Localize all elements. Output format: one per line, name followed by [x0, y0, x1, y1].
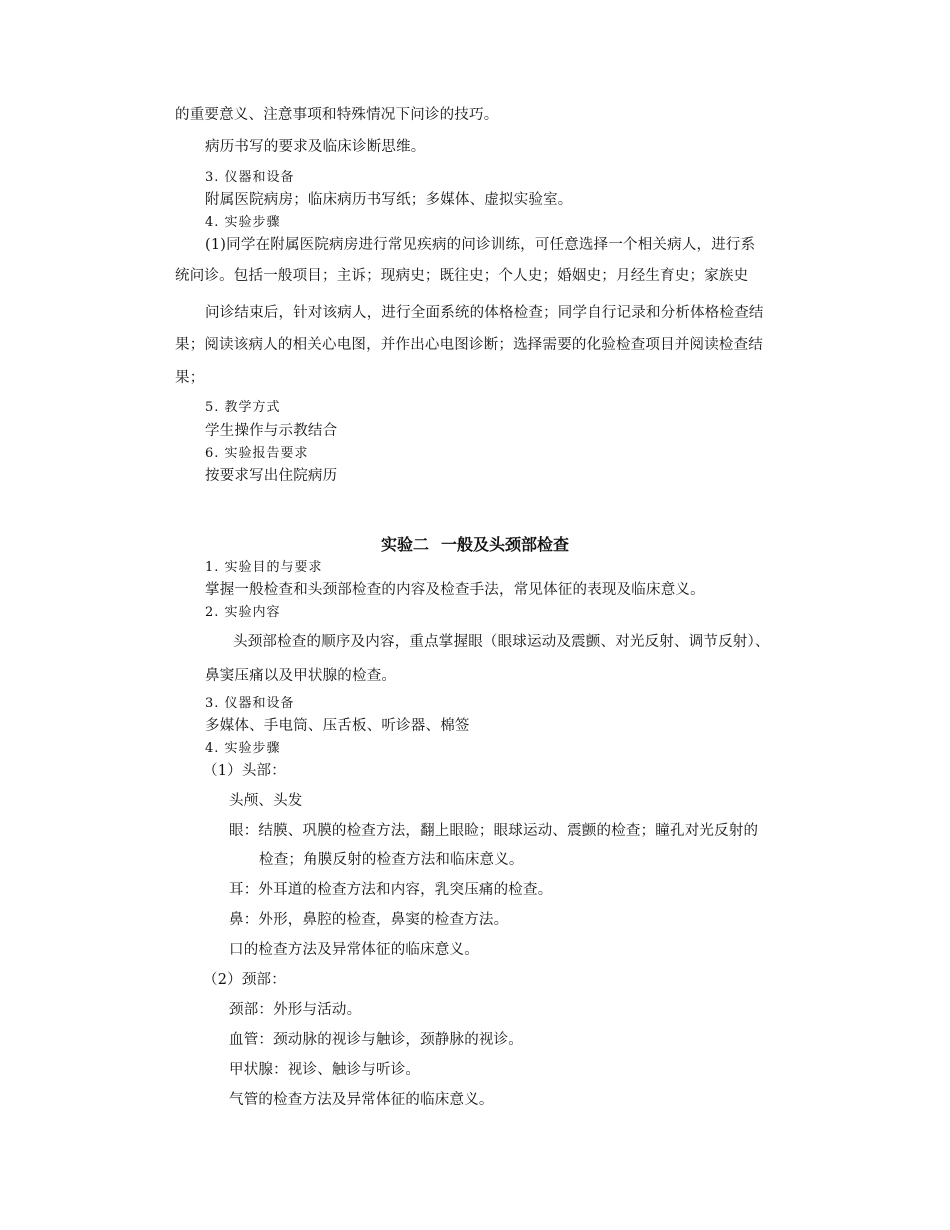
- report-text: 按要求写出住院病历: [205, 468, 338, 484]
- paragraph-line: 果；阅读该病人的相关心电图，并作出心电图诊断；选择需要的化验检查项目并阅读检查结: [175, 337, 763, 353]
- section-title-name: 一般及头颈部检查: [441, 535, 570, 554]
- objectives-text: 掌握一般检查和头颈部检查的内容及检查手法，常见体征的表现及临床意义。: [205, 582, 705, 598]
- paragraph-line: 果；: [175, 370, 205, 386]
- head-label: （1）头部：: [203, 763, 286, 779]
- heading-equipment: 3. 仪器和设备: [205, 170, 295, 185]
- list-item: 鼻：外形，鼻腔的检查，鼻窦的检查方法。: [229, 912, 509, 928]
- paragraph-line: 鼻窦压痛以及甲状腺的检查。: [205, 668, 397, 684]
- paragraph-line: (1)同学在附属医院病房进行常见疾病的问诊训练，可任意选择一个相关病人，进行系: [205, 237, 756, 253]
- teaching-method-text: 学生操作与示教结合: [205, 423, 338, 439]
- list-item: 检查；角膜反射的检查方法和临床意义。: [259, 852, 524, 868]
- equipment-text: 附属医院病房；临床病历书写纸；多媒体、虚拟实验室。: [205, 192, 573, 208]
- paragraph-line: 的重要意义、注意事项和特殊情况下问诊的技巧。: [175, 107, 499, 123]
- heading-objectives: 1. 实验目的与要求: [205, 560, 323, 575]
- list-item: 口的检查方法及异常体征的临床意义。: [229, 942, 479, 958]
- paragraph-line: 统问诊。包括一般项目；主诉；现病史；既往史；个人史；婚姻史；月经生育史；家族史: [175, 268, 749, 284]
- list-item: 血管：颈动脉的视诊与触诊，颈静脉的视诊。: [229, 1032, 523, 1048]
- equipment-text: 多媒体、手电筒、压舌板、听诊器、棉签: [205, 718, 470, 734]
- section-title: [0, 535, 950, 555]
- paragraph-line: 头颈部检查的顺序及内容，重点掌握眼（眼球运动及震颤、对光反射、调节反射）、: [233, 634, 770, 650]
- heading-steps: 4. 实验步骤: [205, 741, 281, 756]
- heading-steps: 4. 实验步骤: [205, 215, 281, 230]
- heading-content: 2. 实验内容: [205, 605, 281, 620]
- paragraph-line: 病历书写的要求及临床诊断思维。: [205, 139, 426, 155]
- list-item: 眼：结膜、巩膜的检查方法，翻上眼睑；眼球运动、震颤的检查；瞳孔对光反射的: [229, 823, 759, 839]
- list-item: 耳：外耳道的检查方法和内容，乳突压痛的检查。: [229, 882, 553, 898]
- list-item: 甲状腺：视诊、触诊与听诊。: [229, 1062, 421, 1078]
- list-item: 颈部：外形与活动。: [229, 1002, 362, 1018]
- paragraph-line: 问诊结束后，针对该病人，进行全面系统的体格检查；同学自行记录和分析体格检查结: [205, 305, 764, 321]
- neck-label: （2）颈部：: [203, 972, 286, 988]
- heading-equipment: 3. 仪器和设备: [205, 696, 295, 711]
- list-item: 头颅、头发: [229, 793, 303, 809]
- heading-report: 6. 实验报告要求: [205, 446, 309, 461]
- list-item: 气管的检查方法及异常体征的临床意义。: [229, 1092, 494, 1108]
- heading-teaching-method: 5. 教学方式: [205, 400, 281, 415]
- section-title-number: 实验二: [380, 535, 429, 554]
